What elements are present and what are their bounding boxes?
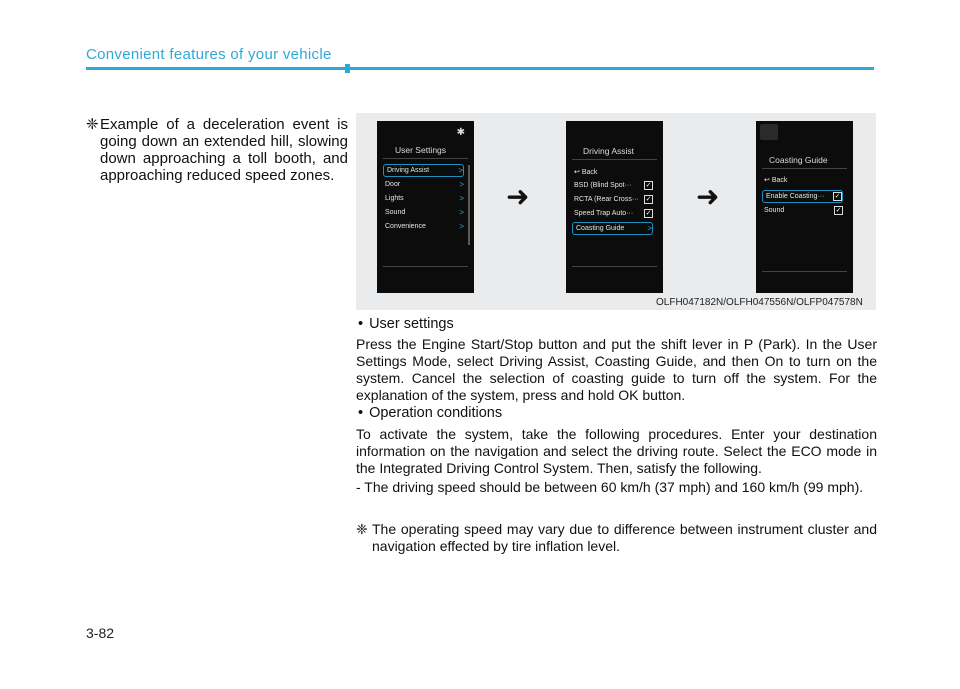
header-rule [86, 67, 345, 70]
chevron-right-icon: > [647, 224, 652, 233]
section-title: Convenient features of your vehicle [86, 46, 332, 63]
checkbox-checked-icon[interactable]: ✓ [834, 193, 841, 200]
menu-item-convenience[interactable] [385, 221, 464, 232]
checkbox-checked-icon[interactable]: ✓ [835, 207, 842, 214]
operation-conditions-paragraph: To activate the system, take the following procedures. Enter your destination information on the navigation and select the driving route. Select the ECO mode in the Integrated Driving Control System. Then, satisfy the following. [356, 426, 877, 476]
note-text: The operating speed may vary due to difference between instrument cluster and navigation effected by tire inflation level. [372, 521, 877, 554]
user-settings-paragraph: Press the Engine Start/Stop button and put the shift lever in P (Park). In the User Settings Mode, select Driving Assist, Coasting Guide, and then On to turn on the system. Cancel the selection of coasting guide to turn off the system. For the explanation of the system, press and hold OK button. [356, 336, 877, 403]
menu-item-label: Driving Assist [387, 167, 430, 174]
gear-icon: ✱ [456, 127, 465, 138]
deceleration-note [86, 116, 348, 184]
screen-driving-assist [566, 121, 663, 293]
note-text: Example of a deceleration event is going down an extended hill, slowing down approaching a toll booth, and approaching reduced speed zones. [100, 116, 348, 184]
back-label: Back [771, 177, 788, 184]
menu-item-sound[interactable] [764, 205, 843, 216]
speed-condition: - The driving speed should be between 60 km/h (37 mph) and 160 km/h (99 mph). [356, 479, 864, 495]
menu-item-label: RCTA (Rear Cross··· [574, 196, 639, 203]
speed-note [356, 521, 877, 555]
menu-item-sound[interactable] [385, 207, 464, 218]
figure-code: OLFH047182N/OLFH047556N/OLFP047578N [656, 297, 863, 308]
divider [383, 158, 468, 159]
menu-item-label: Lights [385, 195, 404, 202]
divider [383, 266, 468, 267]
screen-title: Driving Assist [583, 146, 635, 156]
menu-item-label: Coasting Guide [576, 225, 625, 232]
checkbox-checked-icon[interactable]: ✓ [645, 196, 652, 203]
checkbox-checked-icon[interactable]: ✓ [645, 210, 652, 217]
menu-item-speed-trap[interactable] [574, 208, 653, 219]
chevron-right-icon: > [459, 194, 464, 203]
divider [762, 271, 847, 272]
heading-text: Operation conditions [369, 405, 503, 421]
menu-item-label: BSD (Blind Spot··· [574, 182, 632, 189]
screen-coasting-guide [756, 121, 853, 293]
back-label: Back [581, 169, 598, 176]
operation-conditions-heading [356, 405, 502, 421]
scrollbar[interactable] [468, 165, 470, 245]
menu-item-label: Enable Coasting··· [766, 193, 825, 200]
menu-item-label: Door [385, 181, 401, 188]
checkbox-checked-icon[interactable]: ✓ [645, 182, 652, 189]
back-button[interactable] [764, 175, 843, 186]
back-arrow-icon: ↩ [764, 177, 772, 184]
chevron-right-icon: > [459, 208, 464, 217]
screen-title: Coasting Guide [769, 155, 828, 165]
menu-item-label: Speed Trap Auto··· [574, 210, 634, 217]
bullet-icon: • [358, 405, 364, 421]
menu-item-label: Convenience [385, 223, 426, 230]
cluster-screens-figure [356, 113, 876, 310]
divider [762, 168, 847, 169]
menu-item-enable-coasting[interactable] [762, 190, 843, 203]
chevron-right-icon: > [458, 166, 463, 175]
menu-item-rcta[interactable] [574, 194, 653, 205]
divider [572, 266, 657, 267]
header-rule [350, 67, 874, 70]
user-settings-heading [356, 316, 454, 332]
menu-item-coasting-guide[interactable] [572, 222, 653, 235]
note-symbol-icon: ❈ [356, 521, 368, 537]
display-icon [760, 124, 778, 140]
menu-item-lights[interactable] [385, 193, 464, 204]
bullet-icon: • [358, 316, 364, 332]
heading-text: User settings [369, 316, 454, 332]
menu-item-bsd[interactable] [574, 180, 653, 191]
chevron-right-icon: > [459, 222, 464, 231]
divider [572, 159, 657, 160]
chevron-right-icon: > [459, 180, 464, 189]
screen-user-settings [377, 121, 474, 293]
arrow-right-icon: ➜ [696, 181, 720, 212]
menu-item-label: Sound [764, 207, 785, 214]
menu-item-door[interactable] [385, 179, 464, 190]
menu-item-driving-assist[interactable] [383, 164, 464, 177]
back-button[interactable] [574, 167, 653, 178]
screen-title: User Settings [395, 145, 447, 155]
menu-item-label: Sound [385, 209, 406, 216]
page-number: 3-82 [86, 625, 115, 641]
back-arrow-icon: ↩ [574, 169, 582, 176]
note-symbol-icon: ❈ [86, 116, 99, 133]
arrow-right-icon: ➜ [506, 181, 530, 212]
